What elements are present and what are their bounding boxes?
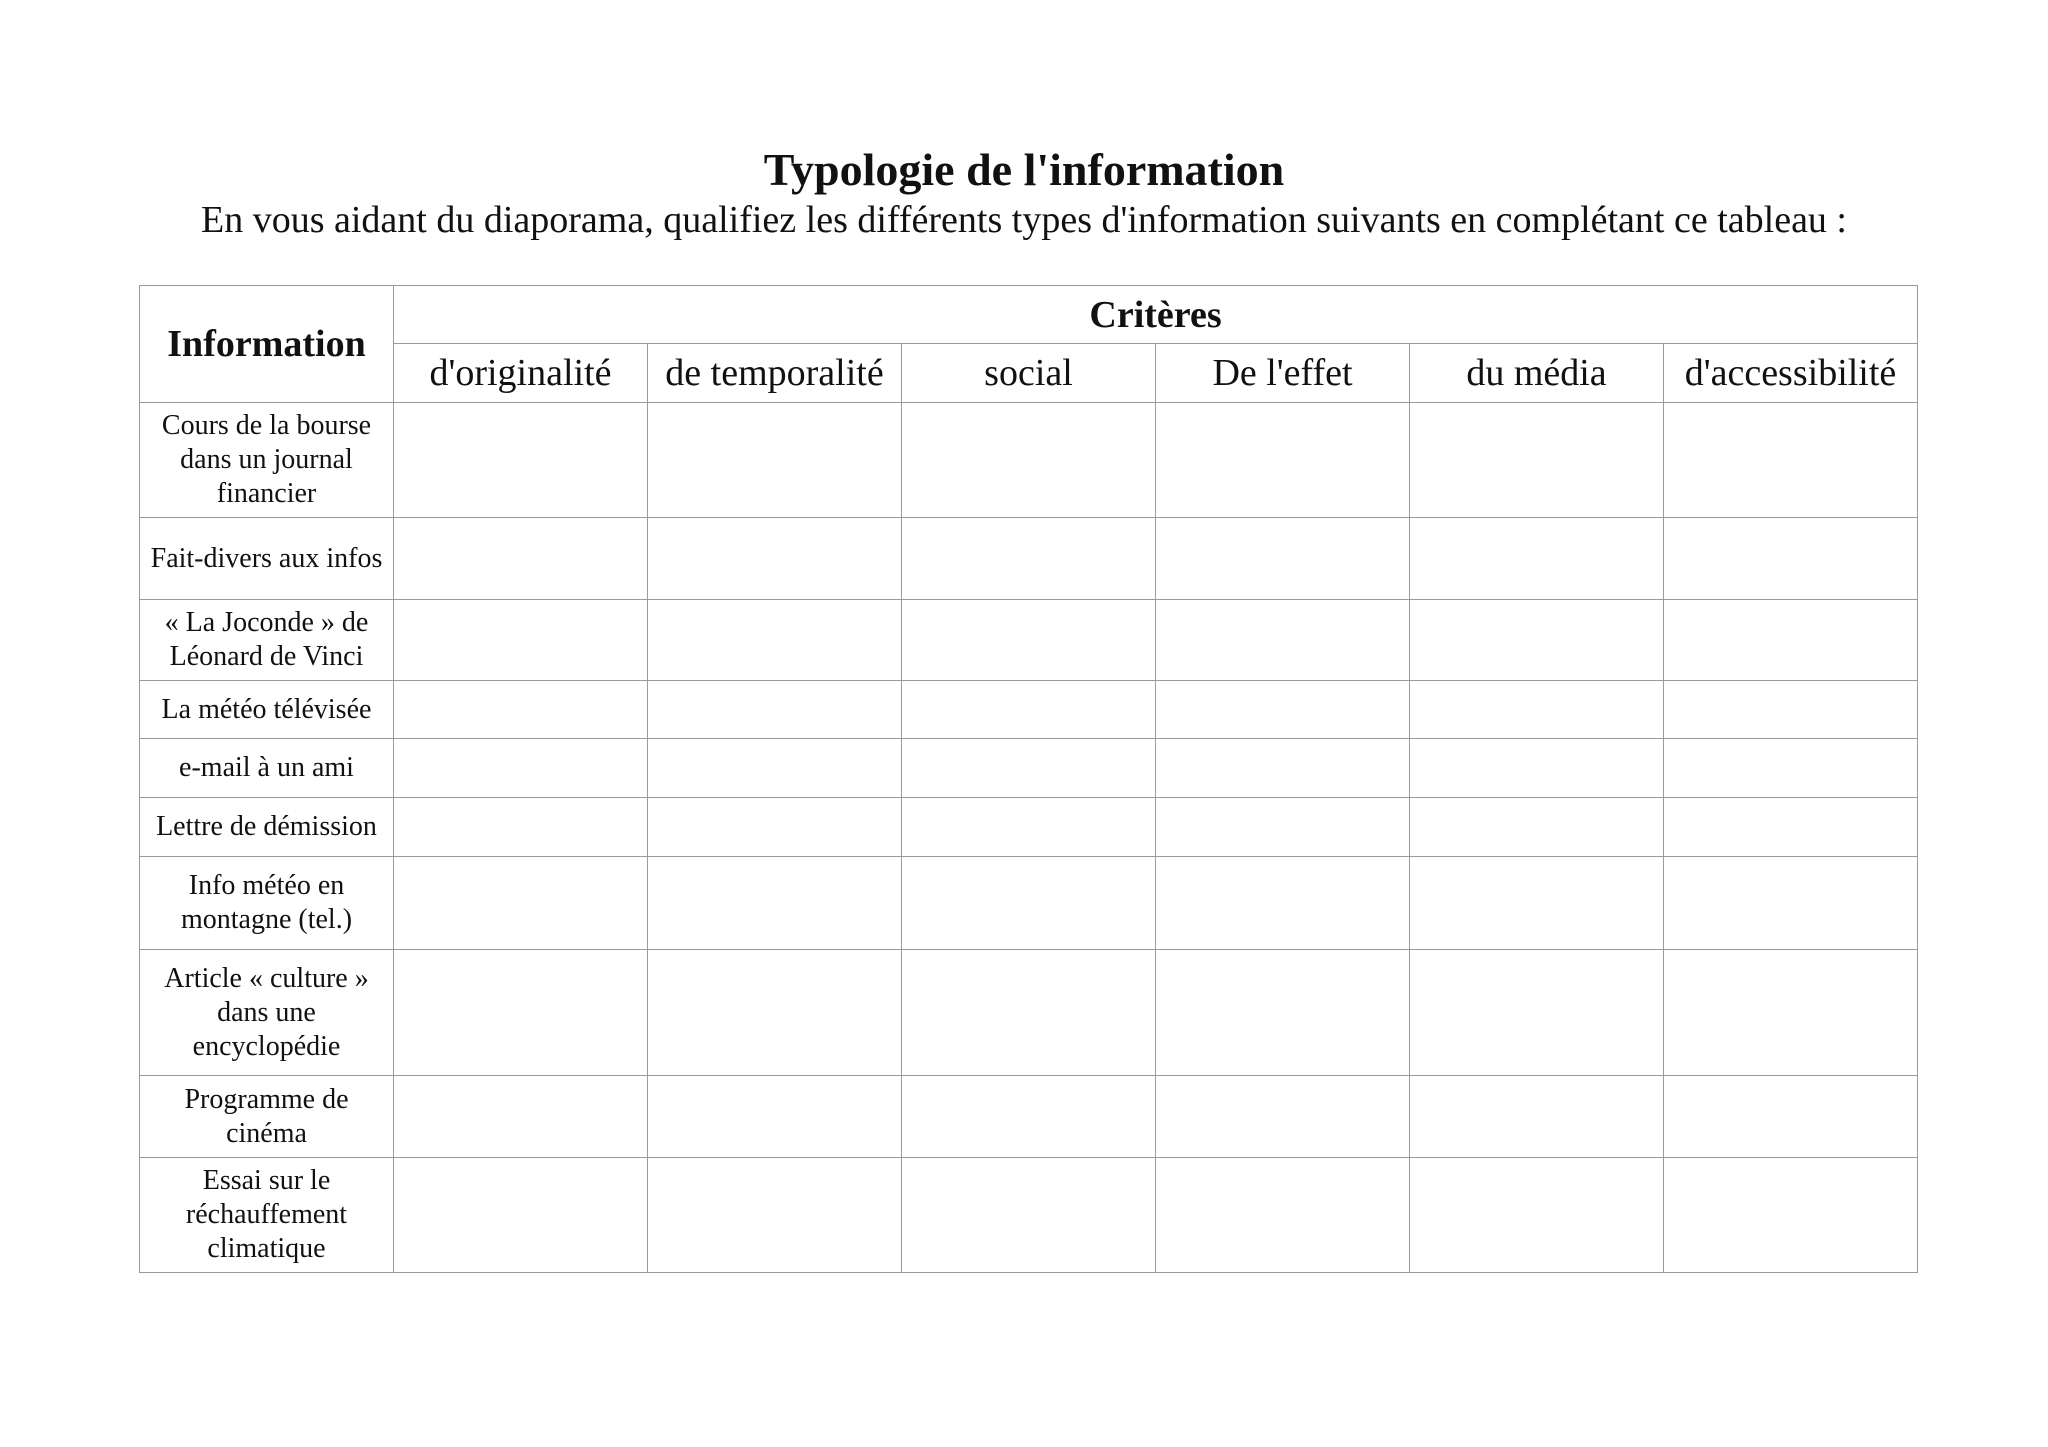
answer-cell[interactable] <box>1156 1076 1410 1158</box>
answer-cell[interactable] <box>902 1076 1156 1158</box>
row-label: Lettre de démission <box>140 798 394 857</box>
answer-cell[interactable] <box>902 950 1156 1076</box>
answer-cell[interactable] <box>1664 1158 1918 1273</box>
answer-cell[interactable] <box>648 681 902 739</box>
answer-cell[interactable] <box>648 518 902 600</box>
answer-cell[interactable] <box>394 739 648 798</box>
answer-cell[interactable] <box>648 1158 902 1273</box>
answer-cell[interactable] <box>648 1076 902 1158</box>
answer-cell[interactable] <box>1410 857 1664 950</box>
row-label: e-mail à un ami <box>140 739 394 798</box>
answer-cell[interactable] <box>394 681 648 739</box>
answer-cell[interactable] <box>394 950 648 1076</box>
answer-cell[interactable] <box>1156 739 1410 798</box>
answer-cell[interactable] <box>902 600 1156 681</box>
answer-cell[interactable] <box>1664 600 1918 681</box>
table-row <box>140 681 1918 739</box>
answer-cell[interactable] <box>1410 600 1664 681</box>
row-label: Essai sur le réchauffement climatique <box>140 1158 394 1273</box>
answer-cell[interactable] <box>1664 857 1918 950</box>
typology-table <box>139 285 1918 1273</box>
row-label: Article « culture » dans une encyclopédie <box>140 950 394 1076</box>
table-row <box>140 798 1918 857</box>
answer-cell[interactable] <box>1410 518 1664 600</box>
answer-cell[interactable] <box>902 681 1156 739</box>
answer-cell[interactable] <box>1664 518 1918 600</box>
answer-cell[interactable] <box>648 739 902 798</box>
answer-cell[interactable] <box>1410 403 1664 518</box>
answer-cell[interactable] <box>394 798 648 857</box>
answer-cell[interactable] <box>394 518 648 600</box>
table-row <box>140 1158 1918 1273</box>
information-column-header: Information <box>140 286 394 403</box>
page-title: Typologie de l'information <box>763 144 1285 195</box>
answer-cell[interactable] <box>1156 798 1410 857</box>
answer-cell[interactable] <box>1156 950 1410 1076</box>
criterion-header-originalite: d'originalité <box>394 344 648 403</box>
answer-cell[interactable] <box>1410 681 1664 739</box>
answer-cell[interactable] <box>1664 1076 1918 1158</box>
answer-cell[interactable] <box>1410 1158 1664 1273</box>
answer-cell[interactable] <box>648 798 902 857</box>
answer-cell[interactable] <box>1410 1076 1664 1158</box>
answer-cell[interactable] <box>1156 600 1410 681</box>
row-label: Info météo en montagne (tel.) <box>140 857 394 950</box>
answer-cell[interactable] <box>1664 798 1918 857</box>
answer-cell[interactable] <box>648 950 902 1076</box>
answer-cell[interactable] <box>1156 681 1410 739</box>
answer-cell[interactable] <box>1664 950 1918 1076</box>
answer-cell[interactable] <box>648 403 902 518</box>
row-label: Cours de la bourse dans un journal financier <box>140 403 394 518</box>
answer-cell[interactable] <box>1156 518 1410 600</box>
answer-cell[interactable] <box>1664 403 1918 518</box>
table-row <box>140 403 1918 518</box>
table-row <box>140 950 1918 1076</box>
answer-cell[interactable] <box>394 1158 648 1273</box>
answer-cell[interactable] <box>394 403 648 518</box>
criterion-header-media: du média <box>1410 344 1664 403</box>
answer-cell[interactable] <box>1664 681 1918 739</box>
answer-cell[interactable] <box>902 857 1156 950</box>
answer-cell[interactable] <box>1156 1158 1410 1273</box>
answer-cell[interactable] <box>1410 739 1664 798</box>
answer-cell[interactable] <box>394 600 648 681</box>
answer-cell[interactable] <box>1664 739 1918 798</box>
row-label: « La Joconde » de Léonard de Vinci <box>140 600 394 681</box>
table-row <box>140 739 1918 798</box>
table-row <box>140 600 1918 681</box>
row-label: La météo télévisée <box>140 681 394 739</box>
criterion-header-effet: De l'effet <box>1156 344 1410 403</box>
answer-cell[interactable] <box>902 739 1156 798</box>
answer-cell[interactable] <box>648 857 902 950</box>
answer-cell[interactable] <box>1410 798 1664 857</box>
instructions: En vous aidant du diaporama, qualifiez les différents types d'information suivants en complétant ce tableau : <box>201 199 1847 241</box>
table-row <box>140 1076 1918 1158</box>
table-row <box>140 857 1918 950</box>
answer-cell[interactable] <box>902 518 1156 600</box>
answer-cell[interactable] <box>1156 403 1410 518</box>
answer-cell[interactable] <box>902 403 1156 518</box>
answer-cell[interactable] <box>1156 857 1410 950</box>
answer-cell[interactable] <box>902 798 1156 857</box>
answer-cell[interactable] <box>902 1158 1156 1273</box>
answer-cell[interactable] <box>648 600 902 681</box>
criterion-header-temporalite: de temporalité <box>648 344 902 403</box>
row-label: Programme de cinéma <box>140 1076 394 1158</box>
answer-cell[interactable] <box>1410 950 1664 1076</box>
row-label: Fait-divers aux infos <box>140 518 394 600</box>
table-body <box>140 403 1918 1273</box>
answer-cell[interactable] <box>394 1076 648 1158</box>
criteria-group-header: Critères <box>394 286 1918 344</box>
table-row <box>140 518 1918 600</box>
criterion-header-accessibilite: d'accessibilité <box>1664 344 1918 403</box>
criterion-header-social: social <box>902 344 1156 403</box>
answer-cell[interactable] <box>394 857 648 950</box>
